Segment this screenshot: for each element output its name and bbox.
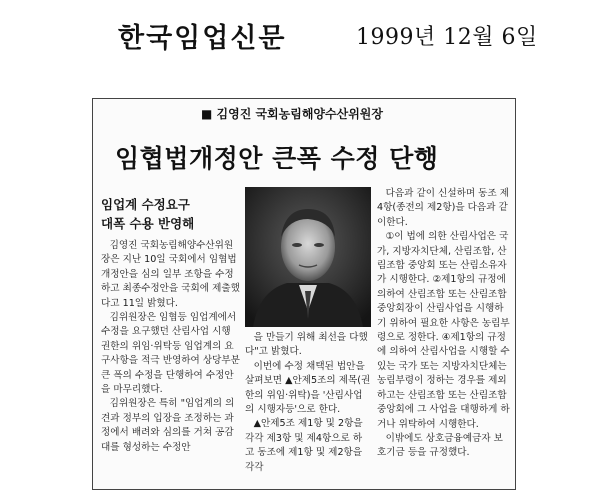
article-paragraph: 김영진 국회농림해양수산위원장은 지난 10일 국회에서 임협법개정안을 심의 일부 조항을 수정하고 최종수정안을 국회에 제출했다고 11일 밝혔다. bbox=[101, 240, 240, 309]
article-column-right bbox=[377, 187, 511, 461]
publication-date: 1999년 12월 6일 bbox=[356, 25, 538, 50]
article-paragraph: 김위원장은 임협등 임업계에서 수정을 요구했던 산림사업 시행 권한의 위임·위탁등 임업계의 요구사항을 적극 반영하여 상당부분 큰 폭의 수정을 단행하여 수정안을 마무리했다. bbox=[101, 312, 240, 396]
article-clipping bbox=[92, 98, 516, 490]
portrait-photo bbox=[245, 187, 371, 327]
article-paragraph: 이밖에도 상호금융예금자 보호기금 등을 규정했다. bbox=[377, 432, 503, 459]
article-paragraph: 이번에 수정 채택된 법안을 살펴보면 ▲안제5조의 제목(권한의 위임·위탁)을 '산림사업의 시행자등'으로 한다. bbox=[245, 360, 371, 416]
newspaper-masthead bbox=[0, 0, 600, 70]
subhead-line: 대폭 수용 반영해 bbox=[101, 216, 195, 231]
newspaper-name: 한국임업신문 bbox=[118, 23, 287, 54]
article-headline: 임협법개정안 큰폭 수정 단행 bbox=[115, 144, 439, 173]
article-kicker: ■ 김영진 국회농림해양수산위원장 bbox=[201, 107, 383, 121]
article-paragraph: ①이 법에 의한 산림사업은 국가, 지방자치단체, 산림조합, 산림조합 중앙회 또는 산림소유자가 시행한다. ②제1항의 규정에 의하여 산림조합 또는 산림조합중앙회장이 산림사업을 시행하기 위하여 필요한 사항은 농림부령으로 정한다. ④제1항의 규정에 의하여 산림사업을 시행할 수 있는 국가 또는 지방자치단체는 농림부령이 정하는 경우를 제외하고는 산림조합 또는 산림조합 중앙회에 그 사업을 대행하게 하거나 위탁하여 시행한다. bbox=[377, 231, 510, 430]
article-paragraph: 다음과 같이 신설하며 동조 제4항(종전의 제2항)을 다음과 같이한다. bbox=[377, 188, 510, 228]
article-paragraph: 을 만들기 위해 최선을 다했다"고 밝혔다. bbox=[245, 332, 368, 358]
article-paragraph: 김위원장은 특히 "임업계의 의견과 정부의 입장을 조정하는 과정에서 배려와 심의를 거쳐 공감대를 형성하는 수정안 bbox=[101, 398, 235, 453]
subhead-line: 임업계 수정요구 bbox=[101, 197, 190, 212]
article-subhead bbox=[101, 195, 241, 233]
portrait-photo-icon bbox=[245, 187, 371, 327]
article-paragraph: ▲안제5조 제1항 및 2항을 각각 제3항 및 제4항으로 하고 동조에 제1항 및 제2항을 각각 bbox=[245, 418, 363, 473]
article-column-left bbox=[101, 239, 241, 455]
article-column-middle bbox=[245, 331, 371, 475]
